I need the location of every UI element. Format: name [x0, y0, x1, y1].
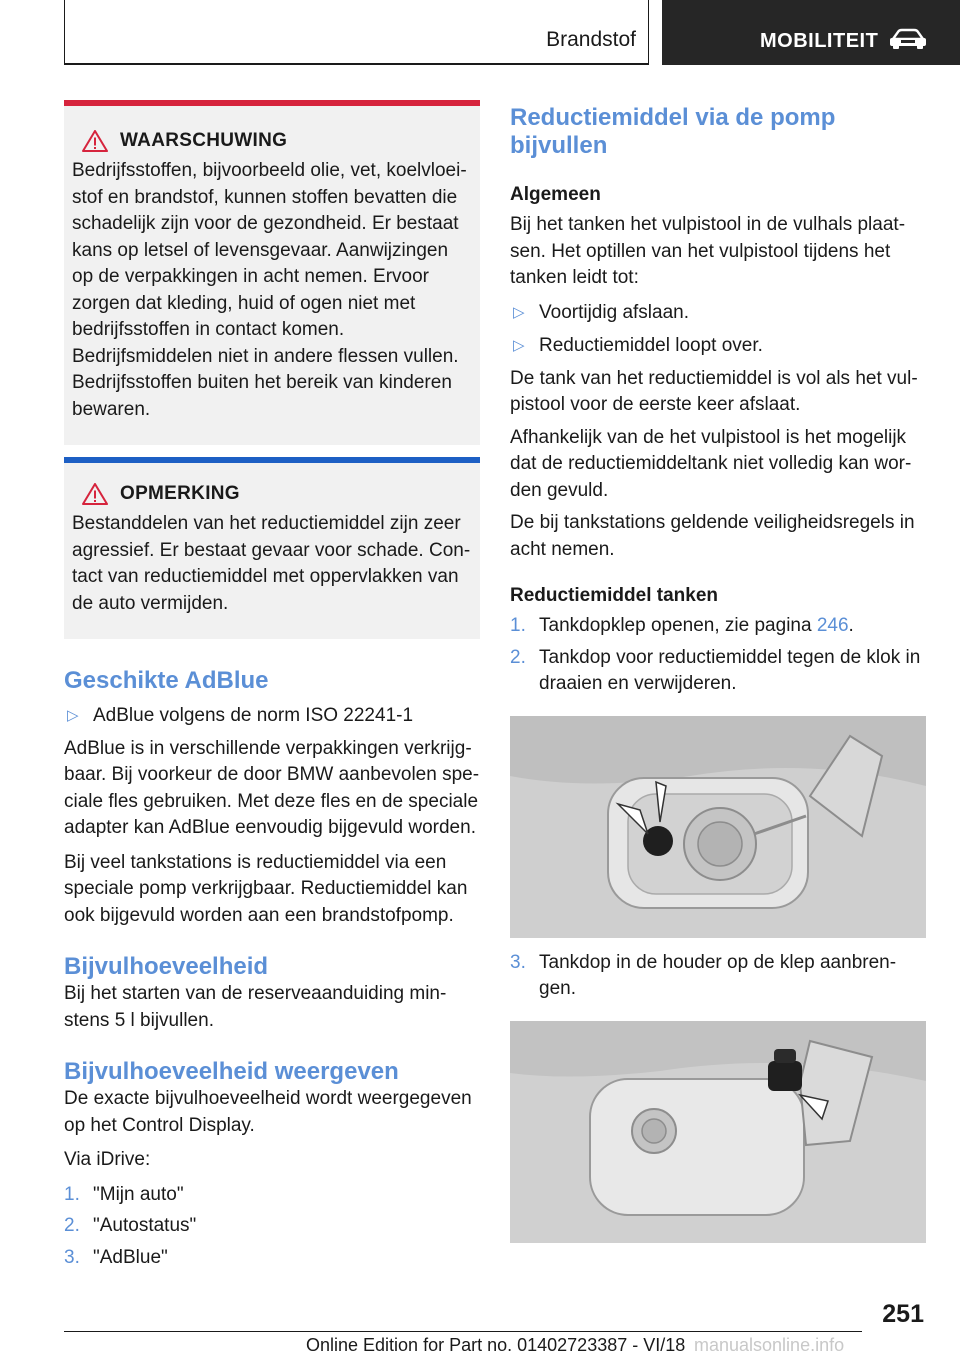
step-number: 3. [64, 1246, 80, 1268]
list-item [64, 1213, 480, 1240]
note-box [64, 457, 480, 639]
step-number: 3. [510, 951, 526, 973]
list-item [510, 645, 924, 698]
car-icon [888, 28, 928, 50]
fuel-cap-photo-holder [510, 1021, 926, 1243]
step-text-end: . [848, 615, 854, 636]
header-section-title: Brandstof [546, 28, 636, 51]
chapter-label: MOBILITEIT [760, 30, 879, 52]
warning-triangle-icon [82, 130, 108, 152]
step-number: 2. [510, 646, 526, 668]
warning-text: Bedrijfsstoffen, bijvoorbeeld olie, vet, koelvloeistof en brandstof, kunnen stoffen bevatten die schadelijk zijn voor de gezondheid. Er bestaat kans op letsel of levensgevaar. Aanwijzingen op de verpakkingen in acht nemen. Ervoor zorgen dat kleding, huid of ogen niet met bedrijfsstoffen in contact komen. Bedrijfsmiddelen niet in andere flessen vullen. Bedrijfsstoffen buiten het bereik van kinderen bewaren. [72, 160, 467, 420]
refill-heading: Bijvulhoeveelheid [64, 953, 269, 980]
step-text: Tankdop voor reductiemiddel tegen de klok in draaien en verwijderen. [539, 646, 921, 694]
general-paragraph-4: De bij tankstations geldende veiligheidsregels in acht nemen. [510, 512, 915, 560]
list-item-text: Reductiemiddel loopt over. [539, 335, 763, 356]
adblue-heading: Geschikte AdBlue [64, 667, 269, 694]
chapter-tab[interactable] [662, 0, 960, 65]
step-text: "Mijn auto" [93, 1183, 184, 1205]
header-divider [648, 0, 649, 64]
footer-watermark: manualsonline.info [694, 1335, 845, 1355]
consequence-list [510, 300, 924, 360]
fuel-cap-photo-removal [510, 716, 926, 938]
list-item [510, 333, 924, 360]
warning-box [64, 100, 480, 445]
page-link[interactable]: 246 [816, 615, 849, 636]
step-number: 2. [64, 1215, 80, 1236]
step-text [539, 613, 854, 640]
list-item [64, 1245, 480, 1272]
tanking-subheading: Reductiemiddel tanken [510, 585, 718, 606]
note-text: Bestanddelen van het reductiemiddel zijn zeer agressief. Er bestaat gevaar voor schade. Contact van reductiemiddel met oppervlakken van de auto vermijden. [72, 513, 471, 614]
warning-title: WAARSCHUWING [120, 130, 288, 151]
triangle-bullet-icon: ▷ [67, 707, 79, 724]
display-heading: Bijvulhoeveelheid weergeven [64, 1058, 399, 1085]
header-left-rule [64, 0, 65, 64]
list-item-text: AdBlue volgens de norm ISO 22241‑1 [93, 705, 414, 726]
tanking-steps-continued [510, 950, 924, 1003]
right-column [510, 104, 924, 1243]
list-item [510, 613, 924, 640]
adblue-paragraph-1: AdBlue is in verschillende verpakkingen verkrijgbaar. Bij voorkeur de door BMW aanbevolen speciale fles gebruiken. Met deze fles en de speciale adapter kan AdBlue eenvoudig bijgevuld worden. [64, 737, 480, 838]
list-item-text: Voortijdig afslaan. [539, 301, 689, 323]
pump-refill-heading: Reductiemiddel via de pomp bijvullen [510, 104, 836, 159]
step-text: "AdBlue" [93, 1246, 168, 1268]
list-item [64, 703, 480, 730]
fuel-flap-holder-illustration [510, 1021, 926, 1243]
step-number: 1. [64, 1183, 80, 1205]
refill-text: Bij het starten van de reserveaanduiding minstens 5 l bijvullen. [64, 983, 447, 1031]
step-number: 1. [510, 615, 526, 636]
left-column [64, 100, 480, 1271]
idrive-label: Via iDrive: [64, 1149, 151, 1170]
footer-rule [64, 1331, 862, 1332]
step-text: Tankdop in de houder op de klep aanbrengen. [539, 951, 897, 999]
list-item [64, 1182, 480, 1209]
fuel-flap-illustration [510, 716, 926, 938]
triangle-bullet-icon: ▷ [513, 337, 525, 354]
list-item [510, 950, 924, 1003]
triangle-bullet-icon: ▷ [513, 303, 525, 321]
tanking-steps [510, 613, 924, 698]
general-subheading: Algemeen [510, 184, 601, 205]
note-header [72, 483, 472, 505]
warning-triangle-icon [82, 483, 108, 505]
header-bottom-rule [64, 63, 649, 65]
adblue-paragraph-2: Bij veel tankstations is reductiemiddel via een speciale pomp verkrijgbaar. Reductiemiddel kan ook bijgevuld worden aan een brandstofpomp. [64, 851, 468, 926]
adblue-list [64, 703, 480, 730]
list-item [510, 300, 924, 327]
display-text: De exacte bijvulhoeveelheid wordt weergegeven op het Control Display. [64, 1088, 472, 1136]
idrive-steps [64, 1182, 480, 1272]
general-paragraph-1: Bij het tanken het vulpistool in de vulhals plaatsen. Het optillen van het vulpistool tijdens het tanken leidt tot: [510, 214, 906, 288]
warning-header [72, 130, 472, 152]
note-title: OPMERKING [120, 483, 240, 504]
general-paragraph-2: De tank van het reductiemiddel is vol als het vulpistool voor de eerste keer afslaat. [510, 367, 918, 415]
footer-edition: Online Edition for Part no. 01402723387 - VI/18 [306, 1335, 686, 1355]
step-text-body: Tankdopklep openen, zie pagina [539, 615, 817, 636]
page-number: 251 [882, 1300, 924, 1328]
step-text: "Autostatus" [93, 1215, 197, 1236]
general-paragraph-3: Afhankelijk van de het vulpistool is het mogelijk dat de reductiemiddeltank niet volledig kan worden gevuld. [510, 426, 912, 501]
